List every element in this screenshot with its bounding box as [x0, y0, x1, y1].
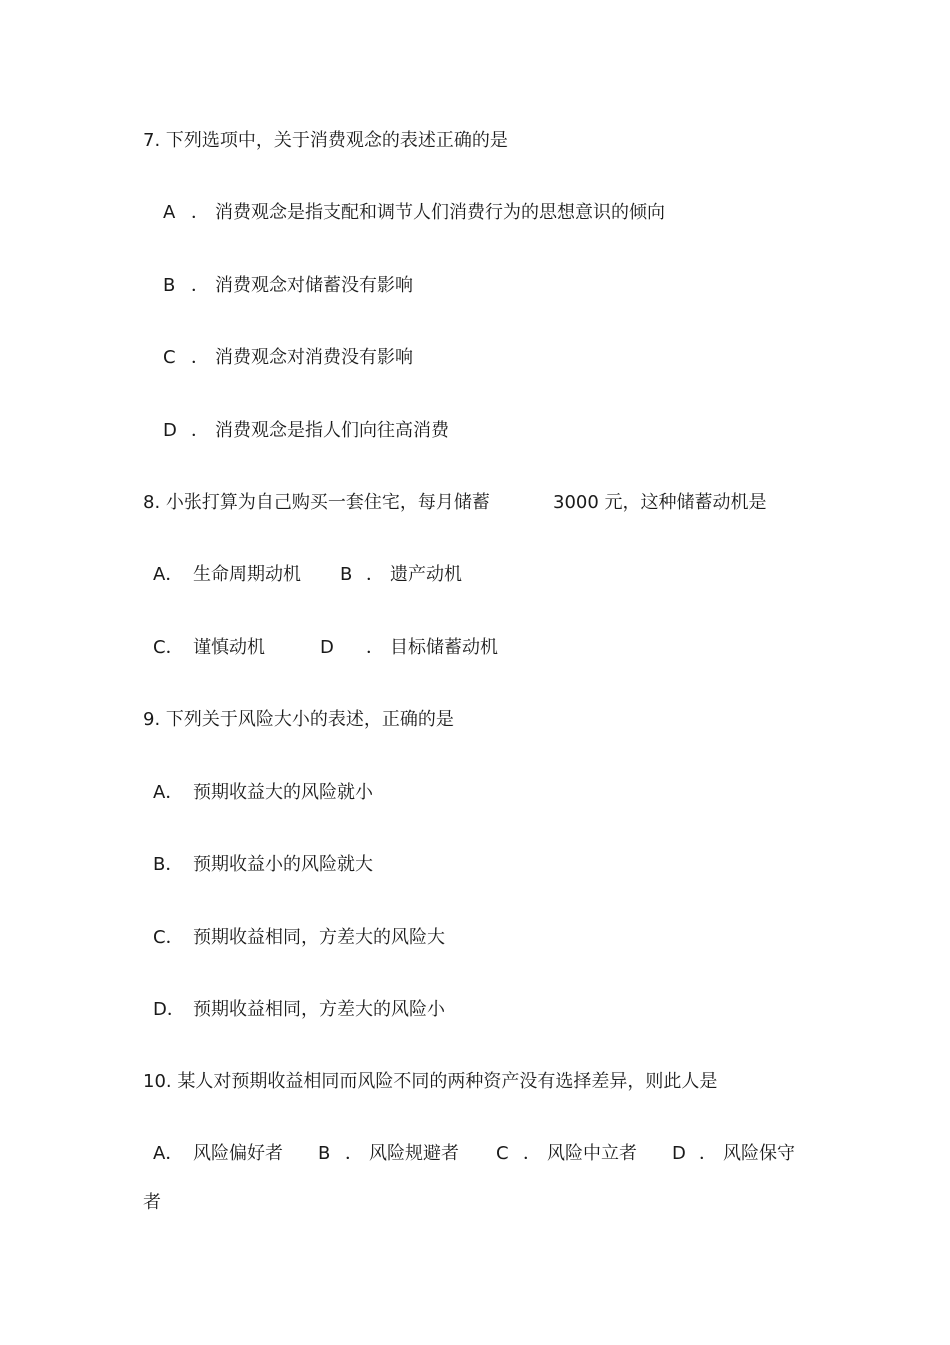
option-dot: ．	[191, 347, 209, 368]
stem-part-1: 8. 小张打算为自己购买一套住宅，每月储蓄	[143, 492, 490, 513]
option-letter: B	[163, 275, 176, 296]
option-a-letter: A．	[153, 1143, 184, 1164]
option-b-dot: ．	[366, 564, 384, 585]
question-10-option-d-wrap: 者	[143, 1192, 161, 1213]
option-text: 预期收益相同，方差大的风险大	[193, 927, 445, 948]
option-d-text: 目标储蓄动机	[390, 637, 498, 658]
option-text: 预期收益小的风险就大	[193, 854, 373, 875]
option-text: 消费观念对消费没有影响	[215, 347, 413, 368]
option-d-text: 风险保守	[723, 1143, 795, 1164]
option-b-text: 风险规避者	[369, 1143, 459, 1164]
option-text: 消费观念是指支配和调节人们消费行为的思想意识的倾向	[215, 202, 665, 223]
option-b-text: 遗产动机	[390, 564, 462, 585]
option-letter: B．	[153, 854, 184, 875]
option-dot: ．	[191, 275, 209, 296]
option-dot: ．	[191, 202, 209, 223]
option-c-text: 风险中立者	[547, 1143, 637, 1164]
option-d-dot: ．	[366, 637, 384, 658]
option-text: 消费观念对储蓄没有影响	[215, 275, 413, 296]
option-text: 消费观念是指人们向往高消费	[215, 420, 449, 441]
option-d-dot: ．	[699, 1143, 717, 1164]
option-a-letter: A．	[153, 564, 184, 585]
option-dot: ．	[191, 420, 209, 441]
question-9-stem: 9. 下列关于风险大小的表述，正确的是	[143, 709, 454, 730]
option-text: 预期收益大的风险就小	[193, 782, 373, 803]
option-letter: D．	[153, 999, 185, 1020]
option-d-letter: D	[672, 1143, 686, 1164]
stem-part-2: 3000 元，这种储蓄动机是	[553, 492, 767, 513]
option-c-letter: C．	[153, 637, 184, 658]
option-b-letter: B	[340, 564, 353, 585]
option-letter: A	[163, 202, 176, 223]
option-text: 预期收益相同，方差大的风险小	[193, 999, 445, 1020]
option-letter: A．	[153, 782, 184, 803]
option-a-text: 生命周期动机	[193, 564, 301, 585]
option-letter: C．	[153, 927, 184, 948]
option-letter: C	[163, 347, 176, 368]
question-10-stem: 10. 某人对预期收益相同而风险不同的两种资产没有选择差异，则此人是	[143, 1071, 718, 1092]
option-c-dot: ．	[523, 1143, 541, 1164]
option-c-letter: C	[496, 1143, 509, 1164]
option-letter: D	[163, 420, 177, 441]
option-c-text: 谨慎动机	[193, 637, 265, 658]
option-b-letter: B	[318, 1143, 331, 1164]
question-7-stem: 7. 下列选项中，关于消费观念的表述正确的是	[143, 130, 508, 151]
option-a-text: 风险偏好者	[193, 1143, 283, 1164]
option-d-letter: D	[320, 637, 334, 658]
option-b-dot: ．	[345, 1143, 363, 1164]
